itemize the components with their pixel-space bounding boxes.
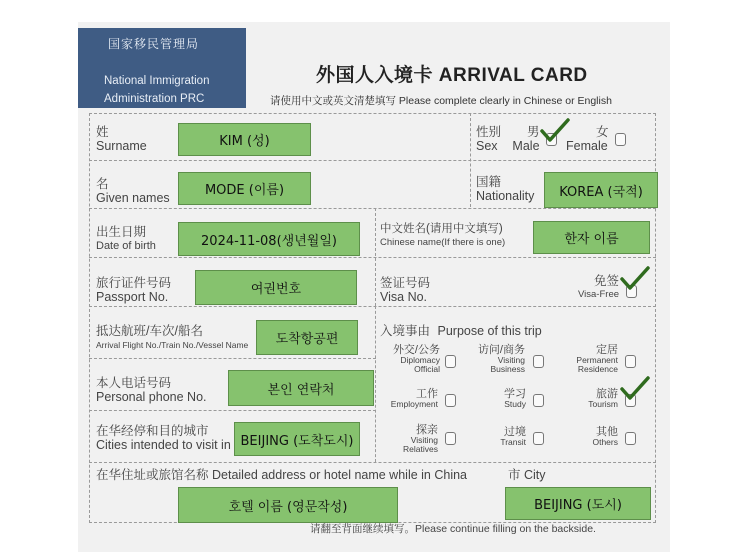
option-en: Transit <box>500 437 526 447</box>
nationality-zh: 国籍 <box>476 175 502 189</box>
sex-zh: 性别 <box>476 125 502 139</box>
dob-value[interactable]: 2024-11-08(생년월일) <box>178 222 360 256</box>
phone-label <box>96 376 207 404</box>
purpose-business <box>470 344 525 374</box>
agency-en-line1: National Immigration <box>104 75 210 87</box>
purpose-residence <box>572 344 618 374</box>
option-en: Tourism <box>588 399 618 409</box>
female-label <box>566 125 609 153</box>
divider <box>89 160 656 161</box>
purpose-diplomacy <box>384 344 440 374</box>
city-value[interactable]: BEIJING (도시) <box>505 487 651 520</box>
dob-zh: 出生日期 <box>96 225 147 239</box>
arrival-flight-zh: 抵达航班/车次/船名 <box>96 324 203 338</box>
others-checkbox[interactable] <box>625 432 636 445</box>
divider <box>89 257 656 258</box>
arrival-flight-label <box>96 324 248 352</box>
dob-en: Date of birth <box>96 240 156 252</box>
agency-badge <box>78 28 246 108</box>
purpose-tourism <box>578 388 618 409</box>
relatives-checkbox[interactable] <box>445 432 456 445</box>
city-label <box>508 468 546 482</box>
surname-label <box>96 125 147 153</box>
surname-value[interactable]: KIM (성) <box>178 123 311 156</box>
chinese-name-value[interactable]: 한자 이름 <box>533 221 650 254</box>
option-en: Visiting <box>410 435 438 445</box>
cities-label <box>96 424 231 452</box>
male-en: Male <box>512 139 540 153</box>
visa-free-en: Visa-Free <box>578 289 620 300</box>
purpose-zh: 入境事由 <box>380 324 431 338</box>
option-zh: 访问/商务 <box>477 344 525 356</box>
address-label <box>96 468 467 482</box>
divider <box>89 208 656 209</box>
option-zh: 过境 <box>504 426 526 438</box>
tourism-check-icon <box>620 376 650 402</box>
arrival-flight-value[interactable]: 도착항공편 <box>256 320 358 355</box>
option-zh: 工作 <box>416 388 438 400</box>
option-en: Others <box>592 437 618 447</box>
option-en: Employment <box>390 399 438 409</box>
phone-en: Personal phone No. <box>96 390 207 404</box>
option-zh: 旅游 <box>596 388 618 400</box>
chinese-name-en: Chinese name(If there is one) <box>380 237 506 248</box>
option-zh: 学习 <box>504 388 526 400</box>
purpose-en: Purpose of this trip <box>437 324 542 338</box>
transit-checkbox[interactable] <box>533 432 544 445</box>
purpose-others <box>578 426 618 447</box>
residence-checkbox[interactable] <box>625 355 636 368</box>
given-names-value[interactable]: MODE (이름) <box>178 172 311 205</box>
city-en: City <box>524 468 546 482</box>
purpose-label <box>380 324 542 338</box>
divider <box>375 306 376 462</box>
arrival-flight-en: Arrival Flight No./Train No./Vessel Name <box>96 340 249 350</box>
diplomacy-checkbox[interactable] <box>445 355 456 368</box>
employment-checkbox[interactable] <box>445 394 456 407</box>
study-checkbox[interactable] <box>533 394 544 407</box>
business-checkbox[interactable] <box>533 355 544 368</box>
option-zh: 外交/公务 <box>392 344 440 356</box>
agency-zh: 国家移民管理局 <box>108 37 200 51</box>
divider <box>89 462 656 463</box>
divider <box>89 410 376 411</box>
option-zh: 探亲 <box>416 424 438 436</box>
address-value[interactable]: 호텔 이름 (영문작성) <box>178 487 398 523</box>
cities-zh: 在华经停和目的城市 <box>96 424 209 438</box>
footer-note: 请翻至背面继续填写。Please continue filling on the backside. <box>310 523 596 535</box>
nationality-en: Nationality <box>476 189 535 203</box>
purpose-transit <box>490 426 526 447</box>
option-en: Diplomacy <box>400 355 440 365</box>
divider <box>89 358 376 359</box>
male-zh: 男 <box>527 125 540 139</box>
passport-value[interactable]: 여권번호 <box>195 270 357 305</box>
card-title: 外国人入境卡 ARRIVAL CARD <box>316 65 588 86</box>
nationality-label <box>476 175 534 203</box>
female-zh: 女 <box>596 125 609 139</box>
dob-label <box>96 225 156 253</box>
given-names-en: Given names <box>96 191 170 205</box>
female-checkbox[interactable] <box>615 133 626 146</box>
option-en: Official <box>414 364 440 374</box>
given-names-zh: 名 <box>96 177 109 191</box>
purpose-study <box>490 388 526 409</box>
surname-en: Surname <box>96 139 147 153</box>
instruction-text: 请使用中文或英文清楚填写 Please complete clearly in Chinese or English <box>270 95 612 107</box>
phone-zh: 本人电话号码 <box>96 376 172 390</box>
chinese-name-zh: 中文姓名(请用中文填写) <box>380 223 503 235</box>
phone-value[interactable]: 본인 연락처 <box>228 370 374 406</box>
visa-zh: 签证号码 <box>380 276 431 290</box>
visa-en: Visa No. <box>380 290 428 304</box>
purpose-relatives <box>384 424 438 454</box>
option-en: Relatives <box>403 444 438 454</box>
passport-zh: 旅行证件号码 <box>96 276 172 290</box>
address-zh: 在华住址或旅馆名称 <box>96 468 209 482</box>
sex-label <box>476 125 501 153</box>
visa-free-check-icon <box>620 266 650 292</box>
option-zh: 定居 <box>596 344 618 356</box>
visa-free-zh: 免签 <box>594 274 620 288</box>
sex-en: Sex <box>476 139 498 153</box>
option-en: Study <box>504 399 526 409</box>
cities-value[interactable]: BEIJING (도착도시) <box>234 422 360 456</box>
visa-label <box>380 276 430 304</box>
option-en: Business <box>490 364 525 374</box>
option-zh: 其他 <box>596 426 618 438</box>
female-en: Female <box>566 139 608 153</box>
passport-en: Passport No. <box>96 290 169 304</box>
chinese-name-label <box>380 222 505 250</box>
option-en: Permanent <box>576 355 618 365</box>
divider <box>89 306 656 307</box>
male-label <box>511 125 540 153</box>
given-names-label <box>96 177 170 205</box>
passport-label <box>96 276 171 304</box>
nationality-value[interactable]: KOREA (국적) <box>544 172 658 208</box>
visa-free-label <box>578 274 619 302</box>
option-en: Residence <box>577 364 618 374</box>
cities-en: Cities intended to visit in <box>96 438 231 452</box>
agency-en-line2: Administration PRC <box>104 93 205 105</box>
surname-zh: 姓 <box>96 125 109 139</box>
city-zh: 市 <box>508 468 521 482</box>
option-en: Visiting <box>497 355 525 365</box>
address-en: Detailed address or hotel name while in China <box>212 468 468 482</box>
purpose-employment <box>384 388 438 409</box>
